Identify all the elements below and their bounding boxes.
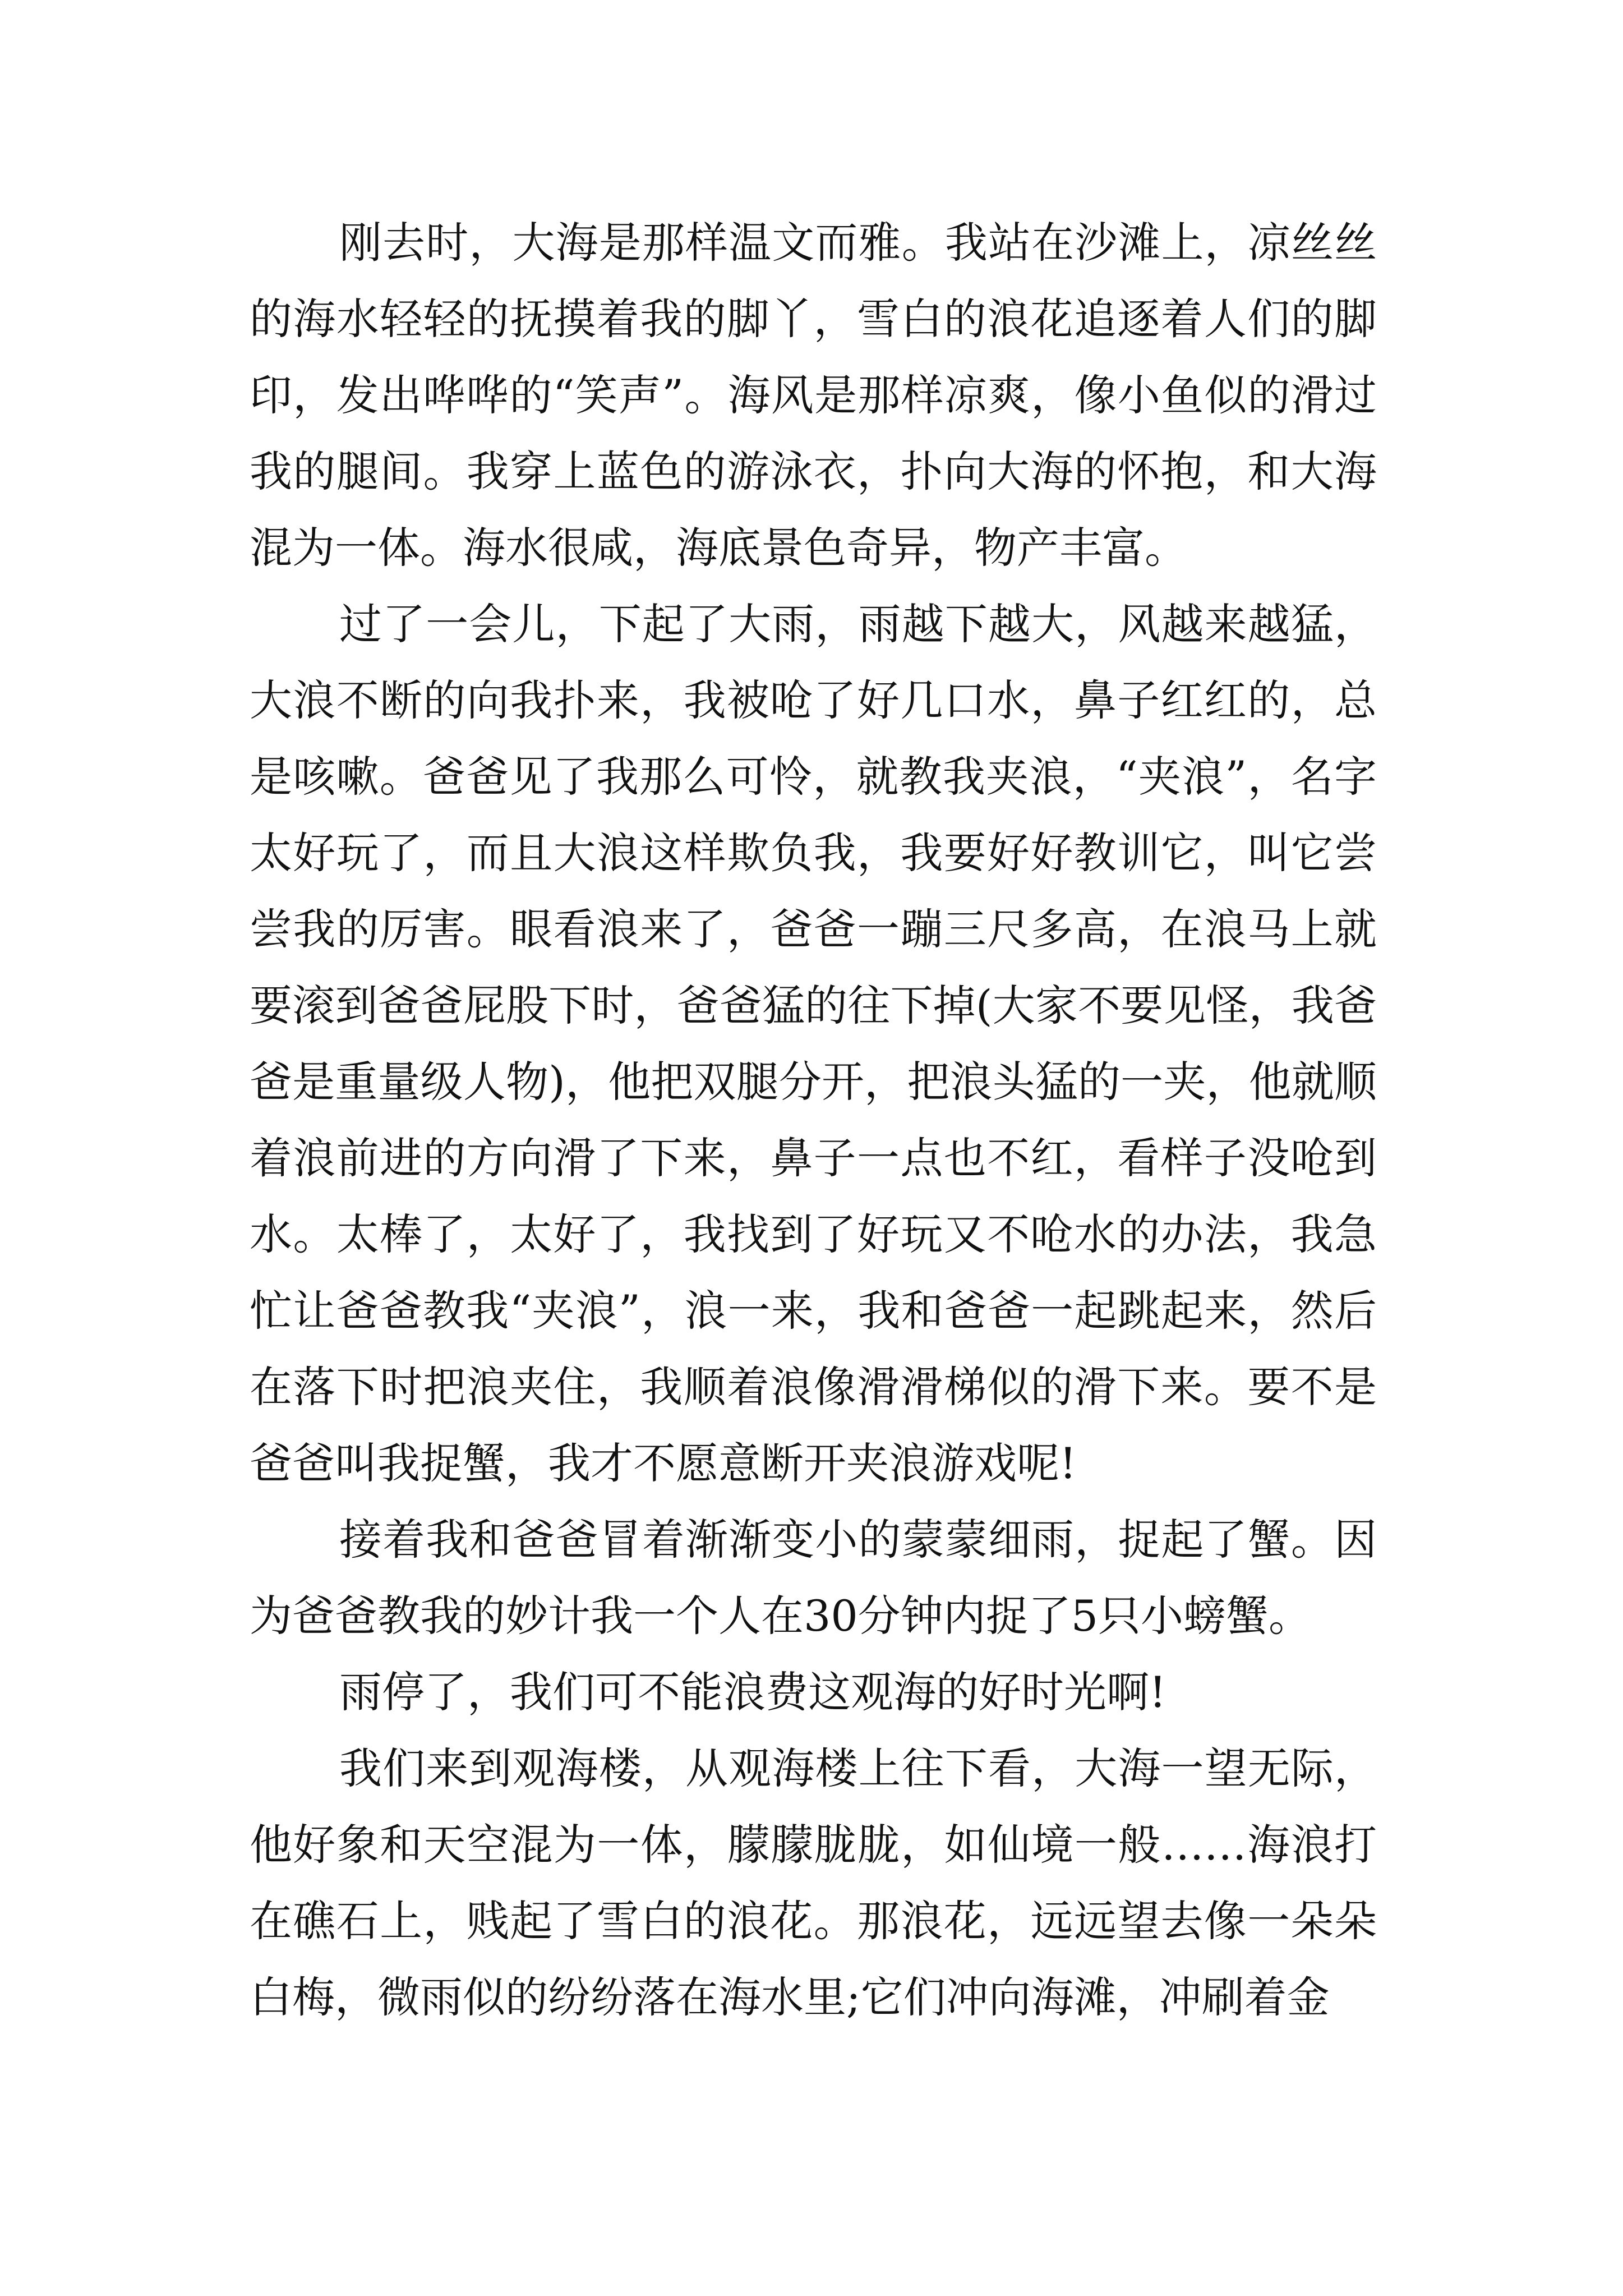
paragraph-3: 接着我和爸爸冒着渐渐变小的蒙蒙细雨，捉起了蟹。因为爸爸教我的妙计我一个人在30分钟内捉了5只小螃蟹。: [250, 1515, 1377, 1641]
document-body: [250, 205, 1377, 2036]
paragraph-4: 雨停了，我们可不能浪费这观海的好时光啊!: [339, 1667, 1166, 1717]
paragraph-2: 过了一会儿，下起了大雨，雨越下越大，风越来越猛，大浪不断的向我扑来，我被呛了好几口水，鼻子红红的，总是咳嗽。爸爸见了我那么可怜，就教我夹浪，“夹浪”，名字太好玩了，而且大浪这样欺负我，我要好好教训它，叫它尝尝我的厉害。眼看浪来了，爸爸一蹦三尺多高，在浪马上就要滚到爸爸屁股下时，爸爸猛的往下掉(大家不要见怪，我爸爸是重量级人物)，他把双腿分开，把浪头猛的一夹，他就顺着浪前进的方向滑了下来，鼻子一点也不红，看样子没呛到水。太棒了，太好了，我找到了好玩又不呛水的办法，我急忙让爸爸教我“夹浪”，浪一来，我和爸爸一起跳起来，然后在落下时把浪夹住，我顺着浪像滑滑梯似的滑下来。要不是爸爸叫我捉蟹，我才不愿意断开夹浪游戏呢!: [250, 599, 1377, 1488]
paragraph-5: 我们来到观海楼，从观海楼上往下看，大海一望无际，他好象和天空混为一体，朦朦胧胧，如仙境一般……海浪打在礁石上，贱起了雪白的浪花。那浪花，远远望去像一朵朵白梅，微雨似的纷纷落在海水里;它们冲向海滩，冲刷着金: [250, 1743, 1377, 2022]
paragraph-1: 刚去时，大海是那样温文而雅。我站在沙滩上，凉丝丝的海水轻轻的抚摸着我的脚丫，雪白的浪花追逐着人们的脚印，发出哗哗的“笑声”。海风是那样凉爽，像小鱼似的滑过我的腿间。我穿上蓝色的游泳衣，扑向大海的怀抱，和大海混为一体。海水很咸，海底景色奇异，物产丰富。: [250, 218, 1377, 573]
